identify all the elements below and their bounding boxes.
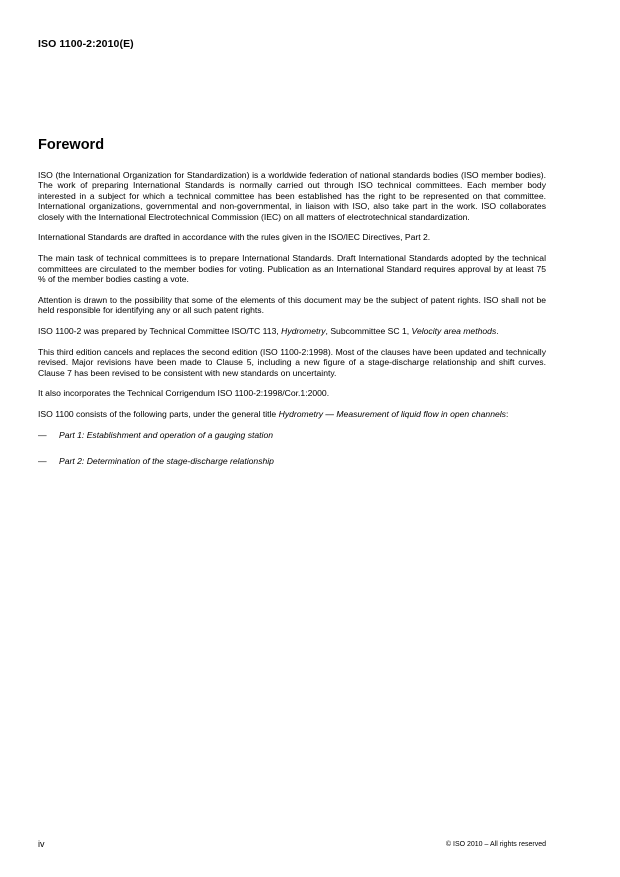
foreword-body <box>38 170 546 483</box>
parts-general-title: Hydrometry — Measurement of liquid flow in open channels <box>278 409 506 420</box>
list-item <box>38 430 546 440</box>
list-item <box>38 456 546 466</box>
page-number: iv <box>38 839 45 849</box>
parts-intro-text-b: : <box>505 409 509 420</box>
paragraph-corrigendum: It also incorporates the Technical Corrigendum ISO 1100-2:1998/Cor.1:2000. <box>38 388 330 399</box>
paragraph-edition-info: This third edition cancels and replaces the second edition (ISO 1100-2:1998). Most of the clauses have been updated and technically revised. Major revisions have been made to Clause 5, including a new figure of a stage-discharge relationship and shift curves. Clause 7 has been revised to be consistent with new standards on uncertainty. <box>38 346 546 378</box>
preparation-text-a: ISO 1100-2 was prepared by Technical Committee ISO/TC 113, <box>38 326 282 337</box>
list-dash: — <box>38 456 47 467</box>
paragraph-committee-task: The main task of technical committees is to prepare International Standards. Draft International Standards adopted by the technical committees are circulated to the member bodies for voting. Publication as an International Standard requires approval by at least 75 % of the member bodies casting a vote. <box>38 253 546 285</box>
preparation-subcommittee-name: Velocity area methods <box>411 326 497 337</box>
preparation-committee-name: Hydrometry <box>281 326 326 337</box>
preparation-text-b: , Subcommittee SC 1, <box>325 326 412 337</box>
part-2-title: Part 2: Determination of the stage-discharge relationship <box>59 456 274 467</box>
paragraph-iso-description: ISO (the International Organization for Standardization) is a worldwide federation of national standards bodies (ISO member bodies). The work of preparing International Standards is normally carried out through ISO technical committees. Each member body interested in a subject for which a technical committee has been established has the right to be represented on that committee. International organizations, governmental and non-governmental, in liaison with ISO, also take part in the work. ISO collaborates closely with the International Electrotechnical Commission (IEC) on all matters of electrotechnical standardization. <box>38 170 546 222</box>
paragraph-parts-intro <box>38 409 546 419</box>
paragraph-patent-rights: Attention is drawn to the possibility that some of the elements of this document may be the subject of patent rights. ISO shall not be held responsible for identifying any or all such patent rights. <box>38 294 546 316</box>
part-1-title: Part 1: Establishment and operation of a gauging station <box>59 430 274 441</box>
preparation-text-c: . <box>496 326 499 337</box>
paragraph-preparation <box>38 326 546 336</box>
page-title: Foreword <box>38 137 105 153</box>
parts-intro-text-a: ISO 1100 consists of the following parts, under the general title <box>38 409 279 420</box>
list-dash: — <box>38 430 47 441</box>
copyright-notice: © ISO 2010 – All rights reserved <box>445 841 546 848</box>
paragraph-drafting-rules: International Standards are drafted in accordance with the rules given in the ISO/IEC Directives, Part 2. <box>38 232 431 243</box>
document-id-header: ISO 1100-2:2010(E) <box>38 38 134 50</box>
